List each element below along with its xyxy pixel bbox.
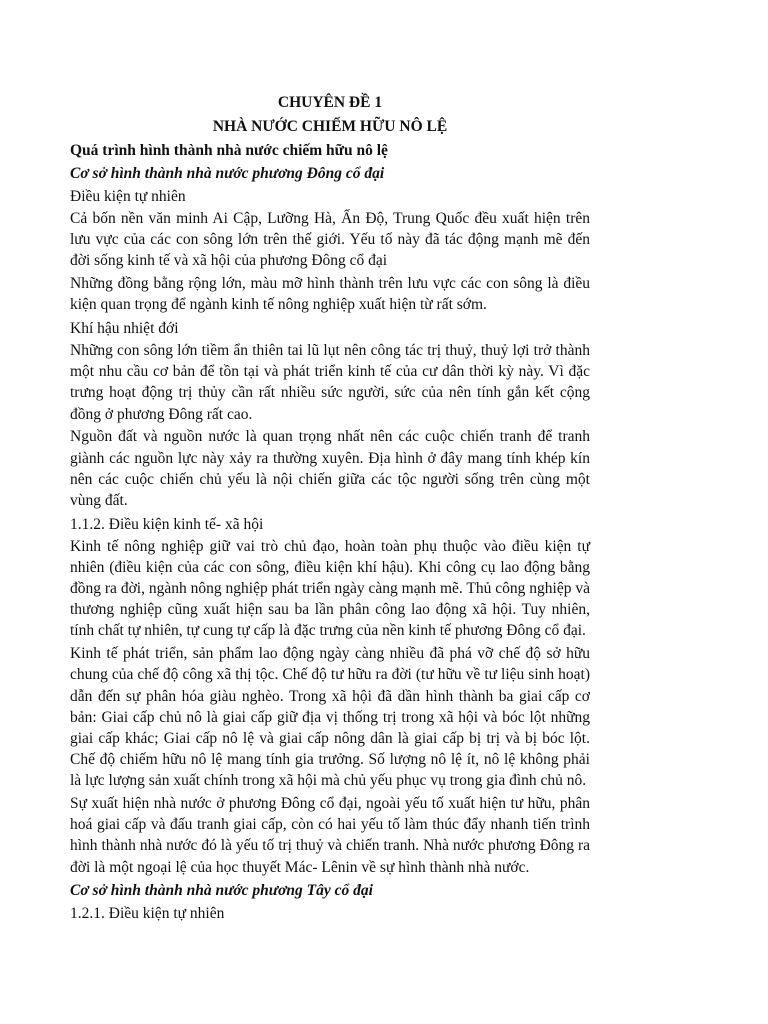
document-title-line-1: CHUYÊN ĐỀ 1 xyxy=(277,94,383,111)
document-page xyxy=(70,91,590,925)
heading-east: Cơ sở hình thành nhà nước phương Đông cổ đại xyxy=(70,165,385,182)
heading-natural-conditions: Điều kiện tự nhiên xyxy=(70,188,186,205)
paragraph-6: Kinh tế phát triển, sản phẩm lao động ngày càng nhiều đã phá vỡ chế độ sở hữu chung của chế độ công xã thị tộc. Chế độ tư hữu ra đời (tư hữu về tư liệu sinh hoạt) dẫn đến sự phân hóa giàu nghèo. Trong xã hội đã dần hình thành ba giai cấp cơ bản: Giai cấp chủ nô là giai cấp giữ địa vị thống trị trong xã hội và bóc lột những giai cấp khác; Giai cấp nô lệ và giai cấp nông dân là giai cấp bị trị và bị bóc lột. Chế độ chiếm hữu nô lệ mang tính gia trưởng. Số lượng nô lệ ít, nô lệ không phải là lực lượng sản xuất chính trong xã hội mà chủ yếu phục vụ trong gia đình chủ nô. xyxy=(70,645,590,790)
paragraph-2: Những đồng bằng rộng lớn, màu mỡ hình thành trên lưu vực các con sông là điều kiện quan trọng để ngành kinh tế nông nghiệp xuất hiện từ rất sớm. xyxy=(70,275,590,314)
heading-climate: Khí hậu nhiệt đới xyxy=(70,320,179,338)
paragraph-7: Sự xuất hiện nhà nước ở phương Đông cổ đại, ngoài yếu tố xuất hiện tư hữu, phân hoá giai cấp và đấu tranh giai cấp, còn có hai yếu tố làm thúc đẩy nhanh tiến trình hình thành nhà nước đó là yếu tố trị thuỷ và chiến tranh. Nhà nước phương Đông ra đời là một ngoại lệ của học thuyết Mác- Lênin về sự hình thành nhà nước. xyxy=(70,795,590,876)
paragraph-4: Nguồn đất và nguồn nước là quan trọng nhất nên các cuộc chiến tranh để tranh giành các nguồn lực này xảy ra thường xuyên. Địa hình ở đây mang tính khép kín nên các cuộc chiến chủ yếu là nội chiến giữa các tộc người sống trên cùng một vùng đất. xyxy=(70,428,590,509)
paragraph-1: Cả bốn nền văn minh Ai Cập, Lưỡng Hà, Ấn Độ, Trung Quốc đều xuất hiện trên lưu vực của các con sông lớn trên thế giới. Yếu tố này đã tác động mạnh mẽ đến đời sống kinh tế và xã hội của phương Đông cổ đại xyxy=(70,210,590,270)
document-title-line-2: NHÀ NƯỚC CHIẾM HỮU NÔ LỆ xyxy=(212,118,448,135)
heading-west-natural-conditions: 1.2.1. Điều kiện tự nhiên xyxy=(70,905,225,923)
heading-socio-economic: 1.1.2. Điều kiện kinh tế- xã hội xyxy=(70,515,264,533)
heading-main: Quá trình hình thành nhà nước chiếm hữu nô lệ xyxy=(70,142,388,159)
heading-west: Cơ sở hình thành nhà nước phương Tây cổ đại xyxy=(70,882,373,900)
paragraph-5: Kinh tế nông nghiệp giữ vai trò chủ đạo, hoàn toàn phụ thuộc vào điều kiện tự nhiên (điều kiện của các con sông, điều kiện khí hậu). Khi công cụ lao động bằng đồng ra đời, ngành nông nghiệp phát triển ngày càng mạnh mẽ. Thủ công nghiệp và thương nghiệp cũng xuất hiện sau ba lần phân công lao động xã hội. Tuy nhiên, tính chất tự nhiên, tự cung tự cấp là đặc trưng của nền kinh tế phương Đông cổ đại. xyxy=(70,537,590,640)
paragraph-3: Những con sông lớn tiềm ẩn thiên tai lũ lụt nên công tác trị thuỷ, thuỷ lợi trở thành một nhu cầu cơ bản để tồn tại và phát triển kinh tế của cư dân thời kỳ này. Vì đặc trưng hoạt động trị thủy cần rất nhiều sức người, sức của nên tính gắn kết cộng đồng ở phương Đông rất cao. xyxy=(70,342,590,423)
